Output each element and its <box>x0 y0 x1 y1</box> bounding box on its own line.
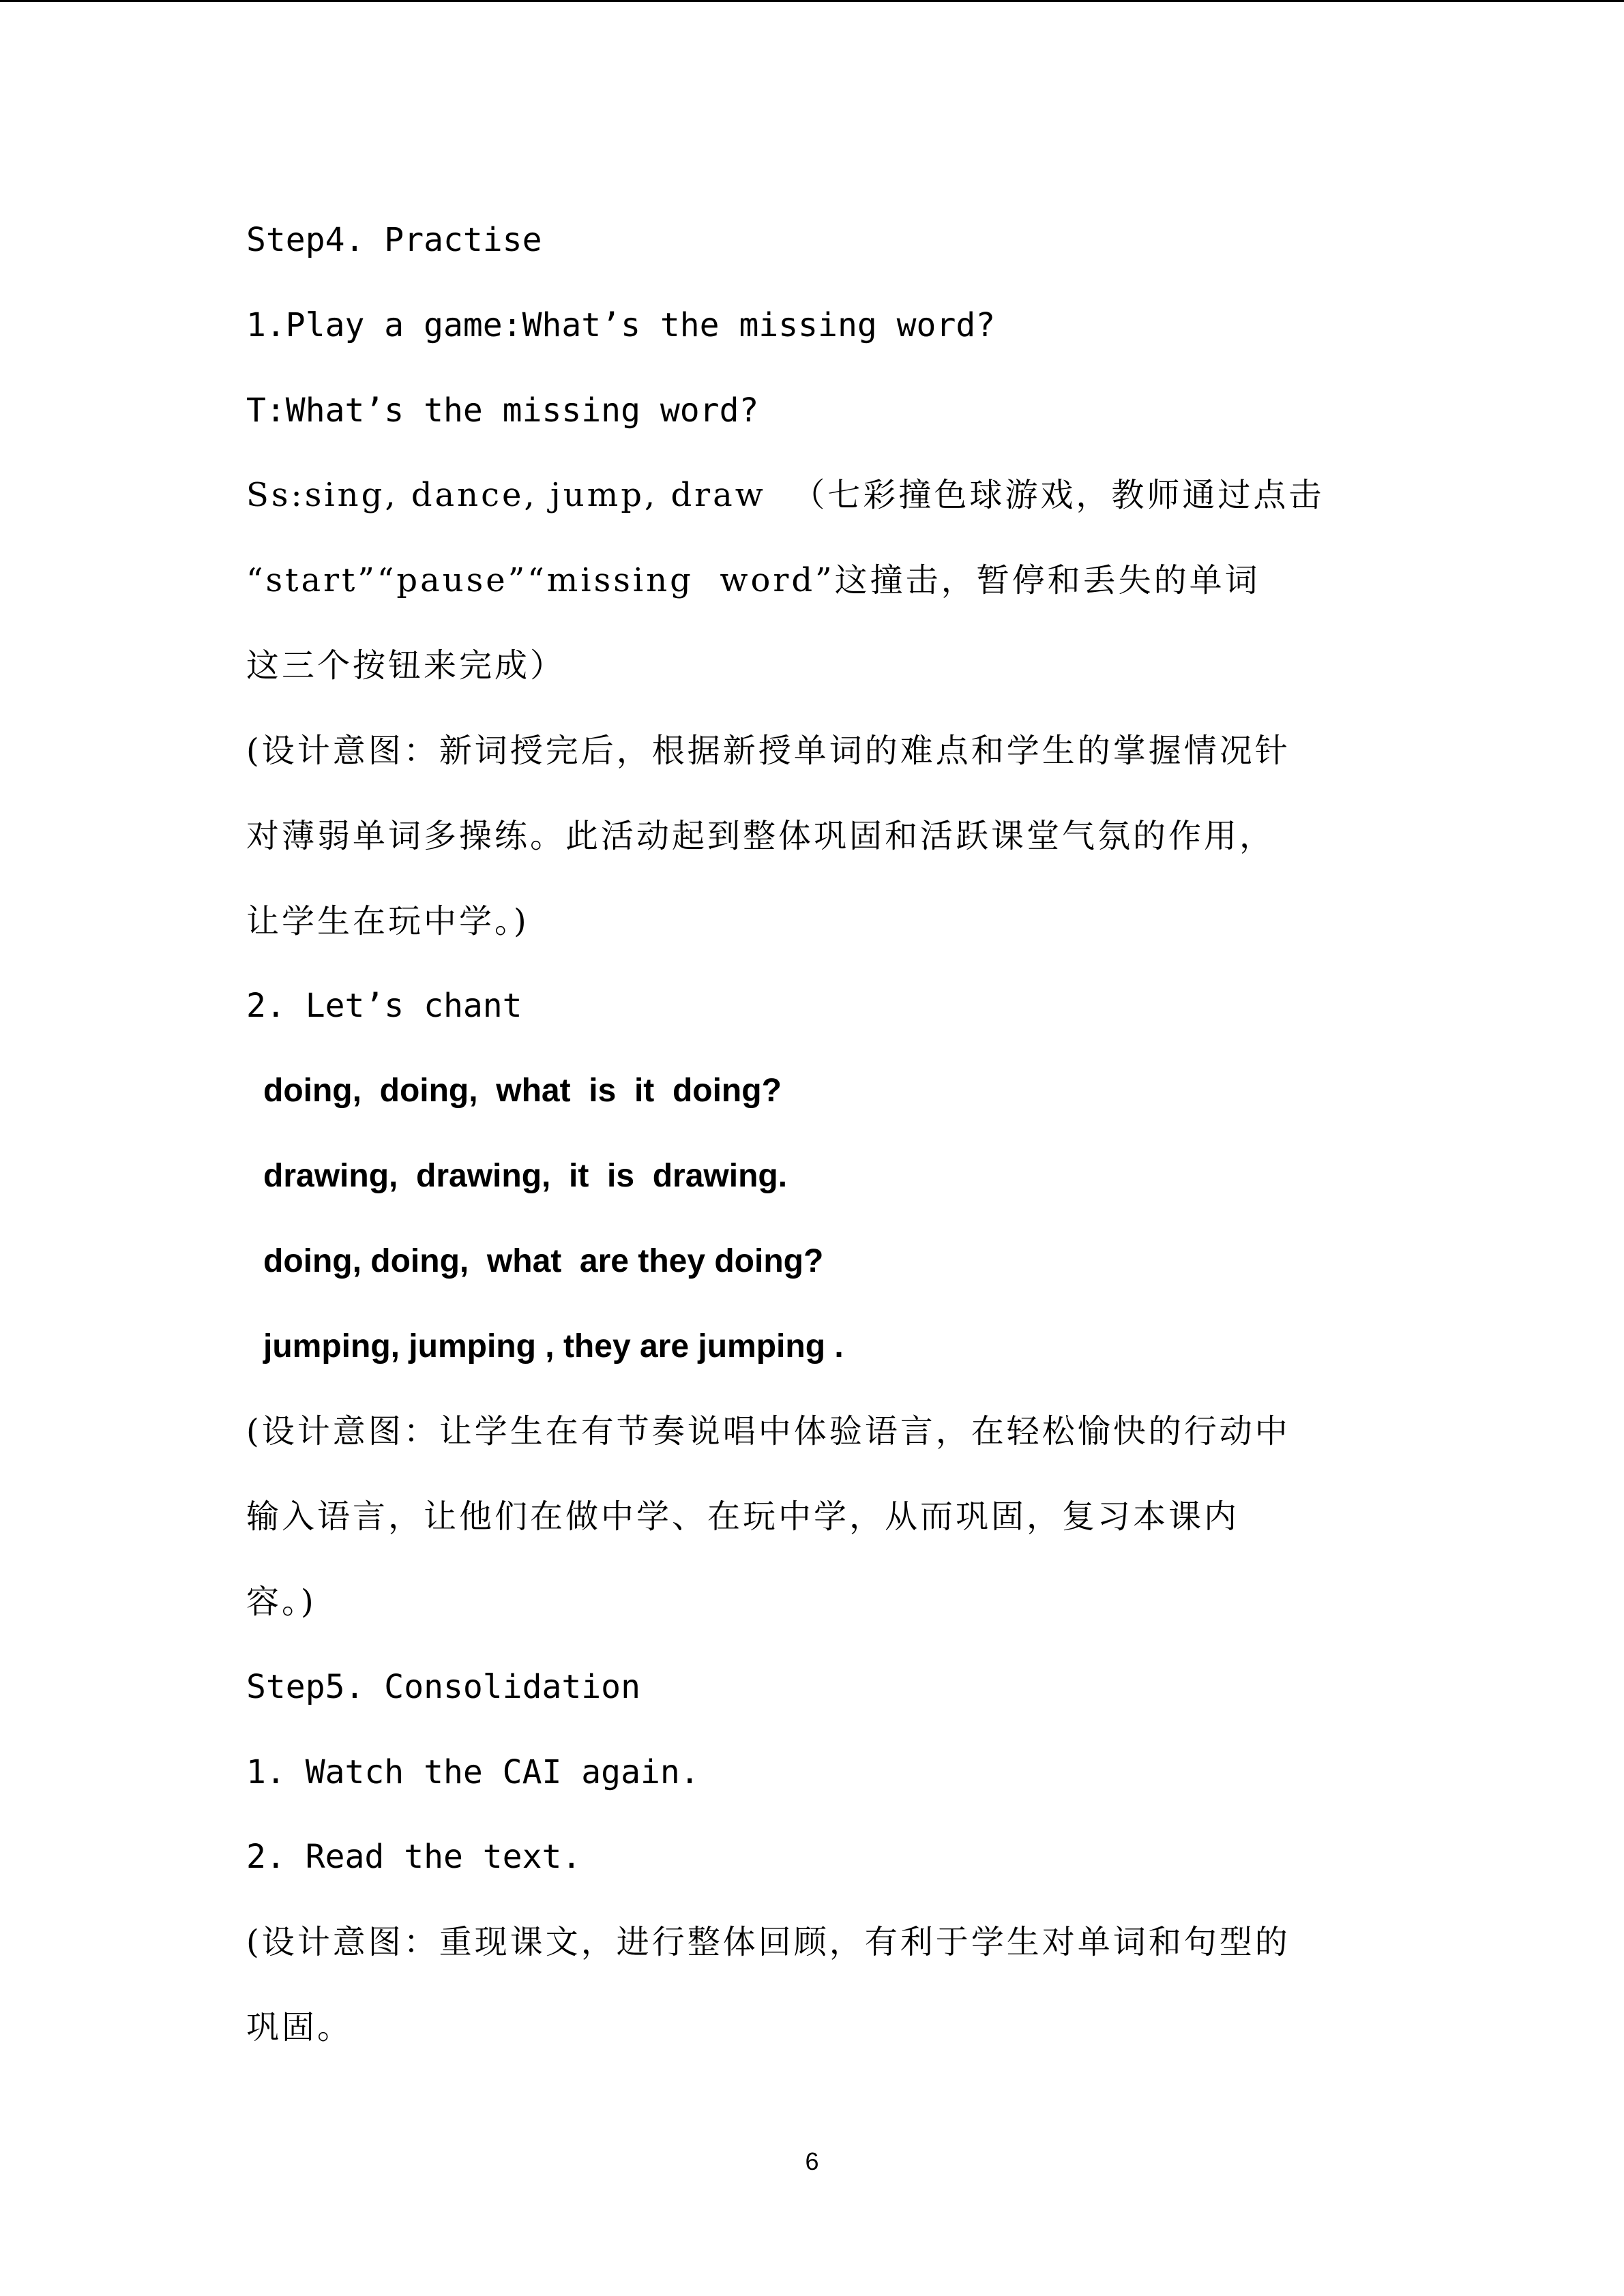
page-number: 6 <box>805 2147 819 2175</box>
game-buttons-line: “start”“pause”“missing word”这撞击，暂停和丢失的单词 <box>246 561 1260 599</box>
step4-heading: Step4. Practise <box>246 221 542 259</box>
chant-line-3: doing, doing, what are they doing? <box>263 1243 824 1279</box>
design-intent-1-line-1: (设计意图：新词授完后，根据新授单词的难点和学生的掌握情况针 <box>246 732 1290 770</box>
chant-line-2: drawing, drawing, it is drawing. <box>263 1158 788 1194</box>
chant-line-1: doing, doing, what is it doing? <box>263 1073 782 1109</box>
design-intent-1-line-3: 让学生在玩中学。) <box>246 902 529 940</box>
consolidation-item-2: 2. Read the text. <box>246 1838 582 1876</box>
step5-heading: Step5. Consolidation <box>246 1668 640 1706</box>
design-intent-1-line-2: 对薄弱单词多操练。此活动起到整体巩固和活跃课堂气氛的作用， <box>246 817 1275 855</box>
consolidation-item-1: 1. Watch the CAI again. <box>246 1753 700 1791</box>
game-item: 1.Play a game:What’s the missing word? <box>246 306 996 344</box>
chant-heading: 2. Let’s chant <box>246 987 522 1025</box>
design-intent-2-line-1: (设计意图：让学生在有节奏说唱中体验语言，在轻松愉快的行动中 <box>246 1412 1290 1450</box>
design-intent-3-line-2: 巩固。 <box>246 2008 353 2046</box>
design-intent-2-line-3: 容。) <box>246 1583 316 1621</box>
students-line: Ss:sing, dance, jump, draw （七彩撞色球游戏，教师通过点击 <box>246 476 1325 514</box>
game-buttons-line-end: 这三个按钮来完成） <box>246 646 566 685</box>
design-intent-2-line-2: 输入语言，让他们在做中学、在玩中学，从而巩固，复习本课内 <box>246 1497 1240 1536</box>
design-intent-3-line-1: (设计意图：重现课文，进行整体回顾，有利于学生对单词和句型的 <box>246 1923 1290 1961</box>
chant-line-4: jumping, jumping , they are jumping . <box>263 1328 844 1365</box>
teacher-line: T:What’s the missing word? <box>246 391 759 430</box>
